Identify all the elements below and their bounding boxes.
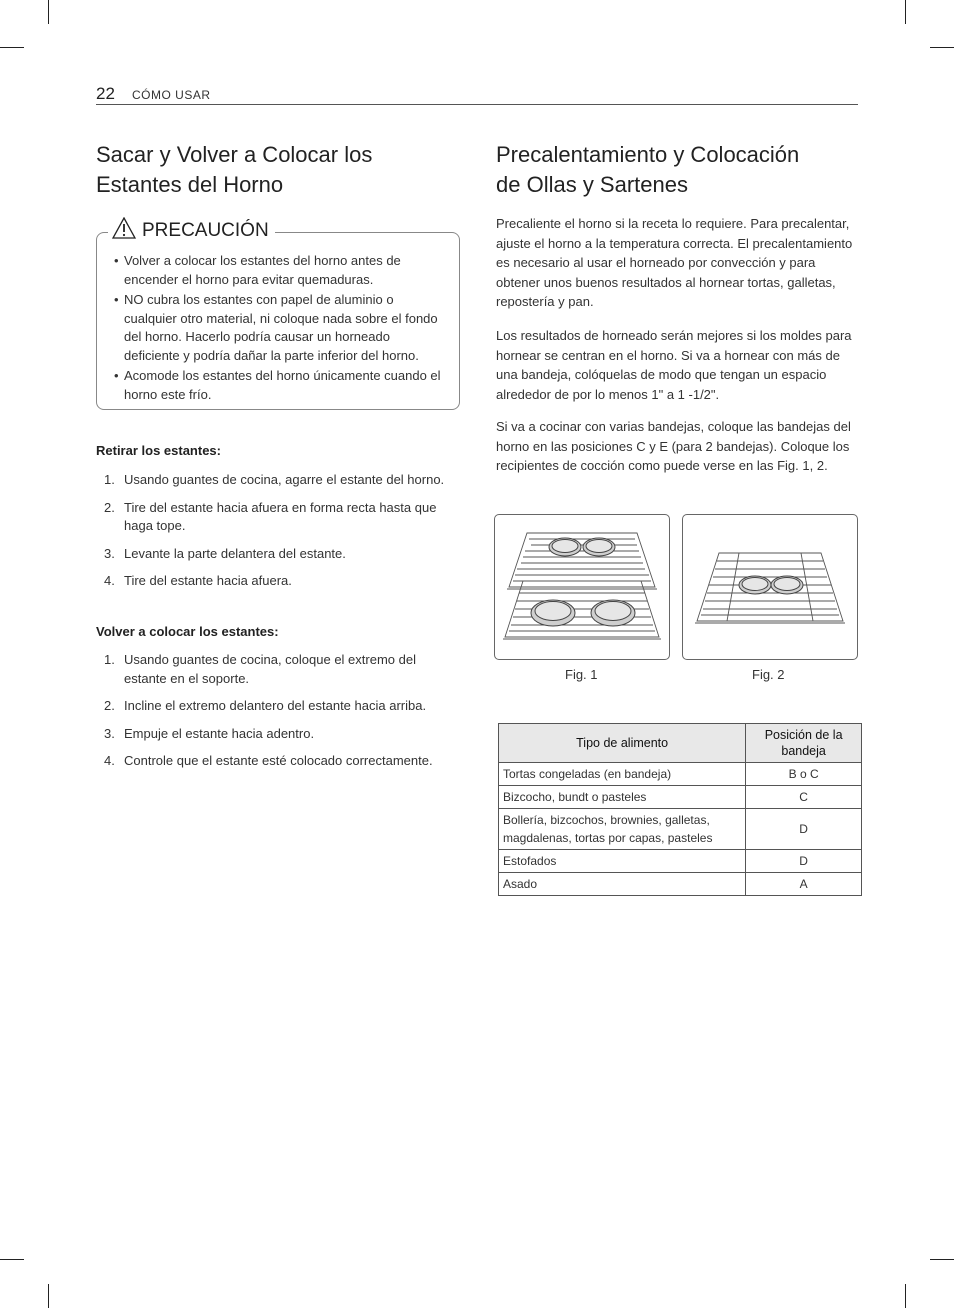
caution-item: • NO cubra los estantes con papel de aluminio o cualquier otro material, ni coloque nada sobre el fondo del horno. Hacerlo podría causar un horneado deficiente y podría dañar la parte inferior del horno. (114, 292, 438, 363)
oven-rack-illustration (495, 515, 669, 659)
table-cell: D (746, 850, 862, 873)
crop-mark (0, 1259, 24, 1260)
bullet-icon: • (114, 292, 119, 307)
caution-title: PRECAUCIÓN (142, 219, 269, 241)
crop-mark (0, 47, 24, 48)
left-title-line1: Sacar y Volver a Colocar los (96, 142, 373, 167)
crop-mark (930, 1259, 954, 1260)
step-item: 1. Usando guantes de cocina, coloque el extremo del estante en el soporte. (104, 652, 416, 686)
remove-heading: Retirar los estantes: (96, 443, 221, 458)
right-title-line1: Precalentamiento y Colocación (496, 142, 800, 167)
table-cell: Estofados (499, 850, 746, 873)
warning-icon (112, 217, 136, 244)
table-row (499, 850, 862, 873)
step-item: 4. Controle que el estante esté colocado correctamente. (104, 753, 433, 768)
paragraph: Precaliente el horno si la receta lo requiere. Para precalentar, ajuste el horno a la temperatura correcta. El precalentamiento es necesario al usar el horneado por convección y para obtener unos buenos resultados al hornear tortas, galletas, repostería y pan. (496, 216, 853, 309)
caution-item: • Acomode los estantes del horno únicamente cuando el horno este frío. (114, 368, 441, 402)
caution-header (108, 217, 275, 244)
crop-mark (905, 0, 906, 24)
page-number: 22 (96, 84, 115, 103)
figure-2-caption: Fig. 2 (752, 667, 785, 682)
table-cell: A (746, 873, 862, 896)
paragraph: Los resultados de horneado serán mejores si los moldes para hornear se centran en el horno. Si va a hornear con más de una bandeja, colóquelas de modo que tengan un espacio alrededor de por lo menos 1" a 1 -1/2". (496, 328, 852, 402)
replace-heading: Volver a colocar los estantes: (96, 624, 279, 639)
caution-item: • Volver a colocar los estantes del horno antes de encender el horno para evitar quemaduras. (114, 253, 401, 287)
table-cell: Bizcocho, bundt o pasteles (499, 786, 746, 809)
table-cell: B o C (746, 763, 862, 786)
column-header: Tipo de alimento (499, 724, 746, 763)
table-cell: C (746, 786, 862, 809)
figure-1-two-racks (494, 514, 670, 660)
table-row (499, 873, 862, 896)
table-row (499, 763, 862, 786)
table-row (499, 786, 862, 809)
step-item: 1. Usando guantes de cocina, agarre el estante del horno. (104, 472, 445, 487)
step-item: 2. Incline el extremo delantero del estante hacia arriba. (104, 698, 427, 713)
caution-list (114, 252, 448, 406)
left-title-line2: Estantes del Horno (96, 172, 284, 197)
oven-rack-illustration (683, 515, 857, 659)
step-item: 3. Levante la parte delantera del estante. (104, 545, 346, 561)
crop-mark (905, 1284, 906, 1308)
remove-steps (96, 471, 456, 600)
section-label: CÓMO USAR (132, 88, 211, 102)
step-item: 3. Empuje el estante hacia adentro. (104, 725, 315, 741)
table-cell: D (746, 809, 862, 850)
bullet-icon: • (114, 368, 119, 383)
figure-1-caption: Fig. 1 (565, 667, 598, 682)
figure-2-single-rack (682, 514, 858, 660)
table-cell: Asado (499, 873, 746, 896)
table-cell: Bollería, bizcochos, brownies, galletas, magdalenas, tortas por capas, pasteles (499, 809, 746, 850)
bullet-icon: • (114, 253, 119, 268)
table-cell: Tortas congeladas (en bandeja) (499, 763, 746, 786)
table-header-row (499, 724, 862, 763)
column-header: Posición de la bandeja (746, 724, 862, 763)
left-title (96, 140, 372, 200)
replace-steps (96, 651, 456, 780)
crop-mark (48, 0, 49, 24)
crop-mark (48, 1284, 49, 1308)
header-divider (96, 104, 858, 105)
table-row (499, 809, 862, 850)
step-item: 4. Tire del estante hacia afuera. (104, 573, 292, 588)
right-title-line2: de Ollas y Sartenes (496, 172, 688, 197)
right-title (496, 140, 799, 200)
crop-mark (930, 47, 954, 48)
step-item: 2. Tire del estante hacia afuera en forma recta hasta que haga tope. (104, 499, 437, 533)
rack-position-table (498, 723, 862, 896)
paragraph: Si va a cocinar con varias bandejas, coloque las bandejas del horno en las posiciones C y E (para 2 bandejas). Coloque los recipientes de cocción como puede verse en las Fig. 1, 2. (496, 419, 851, 473)
